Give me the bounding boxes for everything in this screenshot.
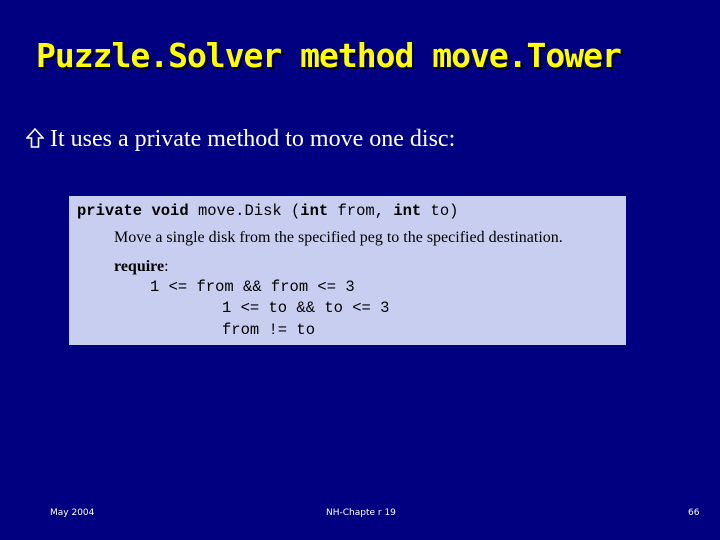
require-label: require	[114, 258, 165, 275]
slide-title: Puzzle.Solver method move.Tower	[36, 36, 621, 75]
condition-line: 1 <= to && to <= 3	[222, 299, 390, 317]
method-description: Move a single disk from the specified peg to the specified destination.	[114, 229, 563, 246]
condition-line: from != to	[222, 321, 316, 339]
keyword-int-from: int	[300, 202, 329, 220]
bullet-point	[26, 126, 455, 153]
bullet-text: It uses a private method to move one disc:	[50, 126, 456, 152]
footer-chapter: NH-Chapte r 19	[326, 508, 396, 518]
method-spec-box	[69, 196, 626, 345]
footer-date: May 2004	[50, 508, 95, 518]
keyword-int-to: int	[393, 202, 422, 220]
param-from: from,	[328, 202, 394, 220]
require-colon: :	[164, 258, 169, 275]
require-heading	[114, 258, 169, 276]
outline-up-arrow-icon	[26, 128, 44, 148]
method-name: move.Disk (	[188, 202, 301, 220]
keyword-private: private	[77, 202, 143, 220]
param-to: to)	[421, 202, 459, 220]
keyword-void: void	[151, 202, 189, 220]
page-number: 66	[688, 508, 700, 518]
method-signature	[77, 202, 458, 220]
condition-line: 1 <= from && from <= 3	[150, 278, 355, 296]
